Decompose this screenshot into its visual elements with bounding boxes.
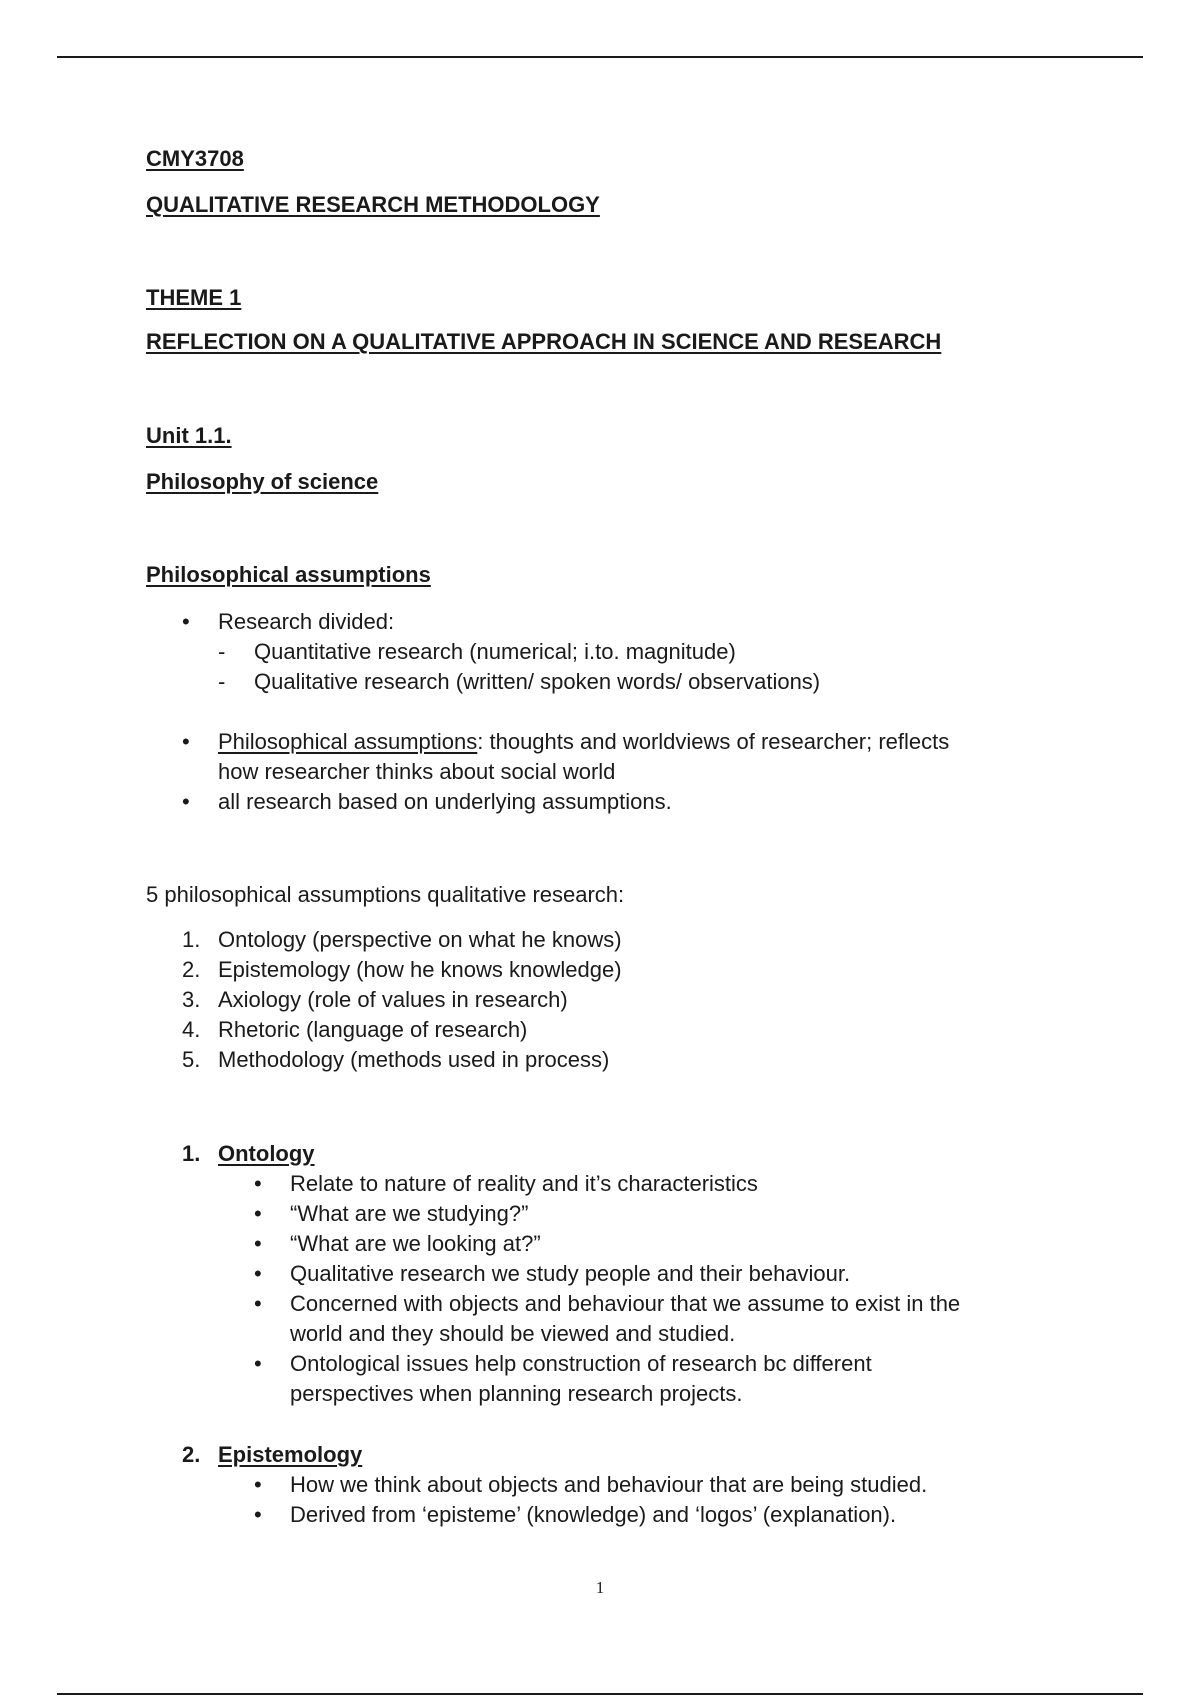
list-item <box>146 925 1046 955</box>
list-item-text: Qualitative research (written/ spoken words/ observations) <box>254 669 821 694</box>
list-number: 4. <box>182 1017 201 1042</box>
definition-term: Philosophical assumptions <box>218 729 478 754</box>
list-item-text: Quantitative research (numerical; i.to. magnitude) <box>254 639 736 664</box>
list-item-text: Epistemology (how he knows knowledge) <box>218 957 622 982</box>
list-item <box>146 1349 1046 1409</box>
bullet-glyph: • <box>254 1502 262 1527</box>
list-item <box>146 1199 1046 1229</box>
list-number: 2. <box>182 957 201 982</box>
list-item-text: Rhetoric (language of research) <box>218 1017 528 1042</box>
section-heading-row <box>146 1139 1046 1169</box>
bullet-glyph: • <box>254 1351 262 1376</box>
bullet-glyph: • <box>254 1291 262 1316</box>
list-item <box>146 637 1046 667</box>
list-number: 3. <box>182 987 201 1012</box>
unit-label: Unit 1.1. <box>146 423 232 448</box>
list-item <box>146 1259 1046 1289</box>
section-number: 1. <box>182 1141 201 1166</box>
list-item-text: Derived from ‘episteme’ (knowledge) and ‘logos’ (explanation). <box>290 1502 897 1527</box>
list-item-text: Research divided: <box>218 609 395 634</box>
epistemology-heading: Epistemology <box>218 1442 363 1467</box>
list-item <box>146 1229 1046 1259</box>
list-item-text <box>218 727 949 757</box>
section-heading-row <box>146 1440 1046 1470</box>
course-title: QUALITATIVE RESEARCH METHODOLOGY <box>146 192 600 217</box>
epistemology-section <box>146 1440 1046 1530</box>
dash-glyph: - <box>218 639 226 664</box>
list-item <box>146 1289 1046 1349</box>
ontology-section <box>146 1139 1046 1409</box>
ontology-heading: Ontology <box>218 1141 315 1166</box>
bullet-glyph: • <box>254 1231 262 1256</box>
list-item <box>146 727 1046 787</box>
list-item-text-continued: perspectives when planning research projects. <box>290 1381 743 1406</box>
bullet-glyph: • <box>254 1261 262 1286</box>
list-item-text: Concerned with objects and behaviour that we assume to exist in the <box>290 1291 961 1316</box>
list-item-text-continued: world and they should be viewed and studied. <box>290 1321 736 1346</box>
list-item-text: Qualitative research we study people and their behaviour. <box>290 1261 851 1286</box>
list-item-text: Relate to nature of reality and it’s characteristics <box>290 1171 758 1196</box>
list-item <box>146 667 1046 697</box>
list-item-text: Ontological issues help construction of research bc different <box>290 1351 872 1376</box>
list-item <box>146 1470 1046 1500</box>
list-item <box>146 985 1046 1015</box>
bullet-glyph: • <box>254 1201 262 1226</box>
section-number: 2. <box>182 1442 201 1467</box>
list-item <box>146 787 1046 817</box>
list-item <box>146 1169 1046 1199</box>
bullet-glyph: • <box>182 789 190 814</box>
dash-glyph: - <box>218 669 226 694</box>
list-item <box>146 1015 1046 1045</box>
list-item <box>146 955 1046 985</box>
theme-label: THEME 1 <box>146 285 242 310</box>
list-item-text: Ontology (perspective on what he knows) <box>218 927 622 952</box>
unit-title: Philosophy of science <box>146 469 379 494</box>
definition-text: : thoughts and worldviews of researcher; reflects <box>477 729 950 754</box>
list-item <box>146 1045 1046 1075</box>
five-assumptions-intro: 5 philosophical assumptions qualitative research: <box>146 882 625 907</box>
list-item-text: Axiology (role of values in research) <box>218 987 568 1012</box>
assumptions-definition-list <box>146 727 1046 817</box>
list-number: 5. <box>182 1047 201 1072</box>
five-assumptions-list <box>146 925 1046 1075</box>
bullet-glyph: • <box>254 1472 262 1497</box>
theme-title: REFLECTION ON A QUALITATIVE APPROACH IN SCIENCE AND RESEARCH <box>146 329 942 354</box>
bullet-glyph: • <box>254 1171 262 1196</box>
bullet-glyph: • <box>182 609 190 634</box>
top-rule <box>57 56 1143 58</box>
bottom-rule <box>57 1693 1143 1695</box>
list-item-text: Methodology (methods used in process) <box>218 1047 610 1072</box>
list-item <box>146 1500 1046 1530</box>
list-number: 1. <box>182 927 201 952</box>
section-heading: Philosophical assumptions <box>146 562 431 587</box>
list-item <box>146 607 1046 637</box>
list-item-text-continued: how researcher thinks about social world <box>218 759 616 784</box>
page-number: 1 <box>595 1578 605 1597</box>
list-item-text: “What are we looking at?” <box>290 1231 541 1256</box>
list-item-text: How we think about objects and behaviour that are being studied. <box>290 1472 928 1497</box>
list-item-text: “What are we studying?” <box>290 1201 529 1226</box>
course-code: CMY3708 <box>146 146 244 171</box>
bullet-glyph: • <box>182 729 190 754</box>
list-item-text: all research based on underlying assumptions. <box>218 789 672 814</box>
research-divided-list <box>146 607 1046 697</box>
